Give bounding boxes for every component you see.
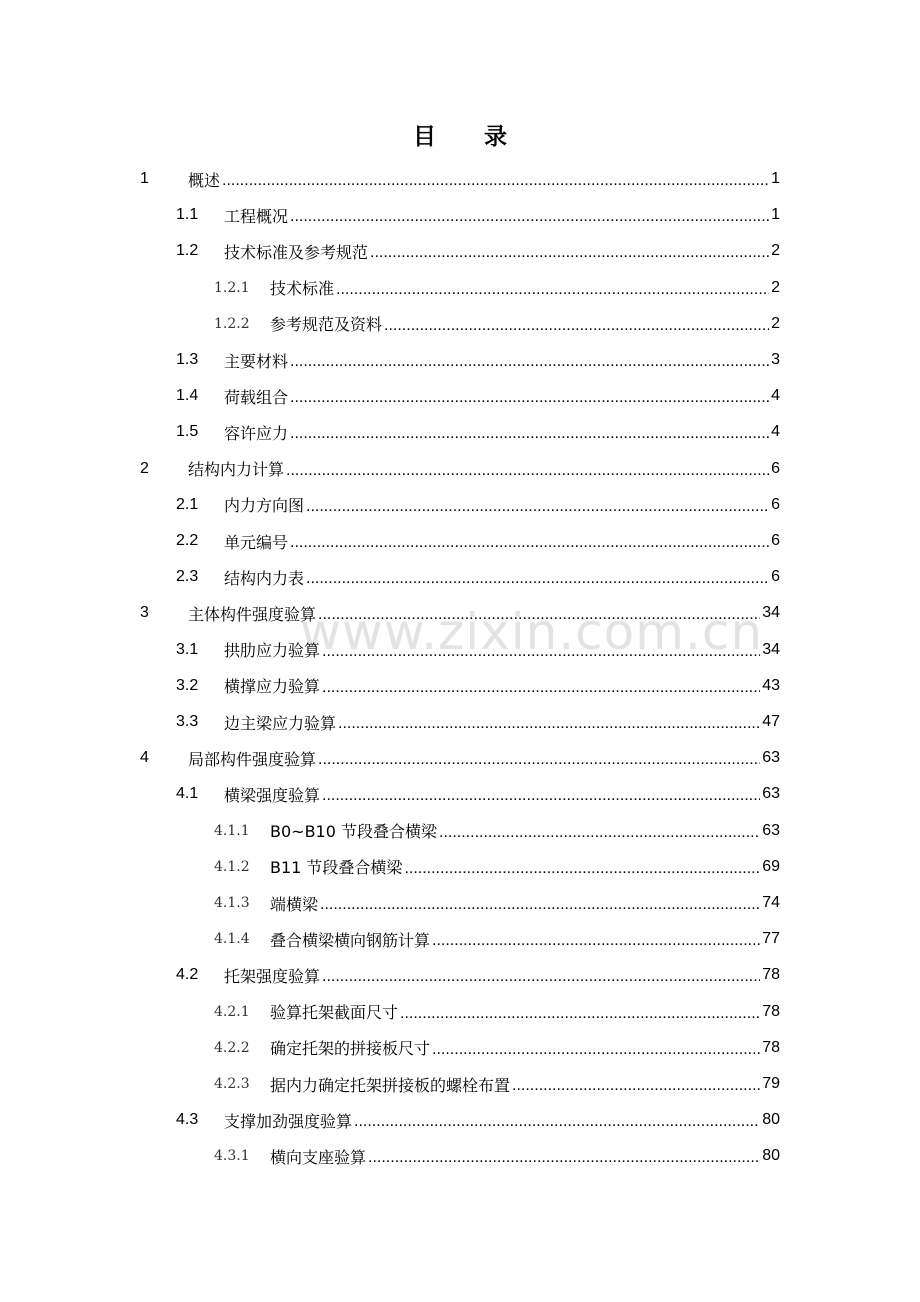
toc-leader-dots: [336, 281, 769, 299]
toc-entry[interactable]: [176, 633, 780, 667]
toc-entry-page: 78: [762, 1002, 780, 1020]
toc-entry-title: 主要材料: [224, 351, 289, 371]
toc-entry-page: 6: [771, 459, 780, 477]
toc-entry-number: 2.3: [176, 568, 199, 586]
toc-leader-dots: [432, 1041, 760, 1059]
toc-entry[interactable]: [140, 452, 780, 486]
toc-entry-number: 3: [140, 604, 149, 622]
toc-entry-number: 4.1.3: [214, 895, 250, 911]
toc-leader-dots: [306, 570, 769, 588]
toc-entry-page: 2: [771, 314, 780, 332]
toc-leader-dots: [318, 606, 760, 624]
title-char-2: 录: [484, 124, 507, 150]
toc-entry-title: B0~B10 节段叠合横梁: [270, 822, 437, 842]
toc-leader-dots: [290, 425, 769, 443]
toc-entry-title: 容许应力: [224, 423, 289, 443]
toc-entry[interactable]: [176, 705, 780, 739]
toc-entry-title: 技术标准: [270, 279, 335, 299]
toc-leader-dots: [368, 1149, 760, 1167]
toc-leader-dots: [290, 389, 769, 407]
toc-entry[interactable]: [176, 198, 780, 232]
toc-entry-number: 1.2.2: [214, 315, 250, 332]
toc-leader-dots: [404, 860, 760, 878]
toc-entry-number: 1.1: [176, 206, 199, 224]
toc-entry-page: 47: [762, 713, 780, 730]
toc-entry-number: 2: [140, 459, 149, 477]
toc-entry[interactable]: [214, 1067, 780, 1101]
toc-entry[interactable]: [176, 1103, 780, 1137]
toc-entry-page: 79: [762, 1075, 780, 1092]
toc-entry-page: 1: [771, 170, 780, 187]
toc-entry-number: 2.2: [176, 532, 199, 549]
toc-entry-title: 验算托架截面尺寸: [270, 1003, 399, 1023]
toc-entry[interactable]: [176, 524, 780, 558]
toc-entry-title: 横向支座验算: [270, 1147, 367, 1167]
toc-entry-number: 1.2: [176, 242, 199, 260]
toc-entry-number: 1: [140, 170, 149, 187]
toc-entry-page: 3: [771, 351, 780, 368]
toc-entry-title: B11 节段叠合横梁: [270, 858, 403, 878]
toc-entry-title: 荷载组合: [224, 387, 289, 407]
toc-leader-dots: [432, 932, 760, 950]
toc-entry-page: 6: [771, 495, 780, 513]
toc-entry-number: 2.1: [176, 495, 199, 513]
toc-entry-number: 4.2.3: [214, 1076, 250, 1092]
toc-entry[interactable]: [176, 958, 780, 992]
toc-entry[interactable]: [214, 850, 780, 884]
toc-entry-title: 单元编号: [224, 532, 289, 552]
toc-entry[interactable]: [140, 596, 780, 630]
toc-entry-number: 4.1.2: [214, 858, 250, 875]
toc-entry-page: 1: [771, 206, 780, 224]
page-title: [0, 118, 920, 151]
toc-entry[interactable]: [214, 922, 780, 956]
toc-entry-number: 4.3: [176, 1111, 199, 1129]
toc-entry[interactable]: [214, 1139, 780, 1173]
toc-entry-number: 4.2: [176, 966, 199, 984]
toc-entry-number: 4.2.2: [214, 1039, 250, 1056]
toc-entry-page: 74: [762, 894, 780, 911]
toc-entry-title: 局部构件强度验算: [188, 749, 317, 769]
toc-leader-dots: [322, 643, 760, 661]
toc-entry-title: 叠合横梁横向钢筋计算: [270, 930, 431, 950]
toc-entry-page: 2: [771, 278, 780, 296]
toc-leader-dots: [290, 353, 769, 371]
toc-leader-dots: [322, 968, 760, 986]
toc-entry[interactable]: [140, 741, 780, 775]
toc-entry-number: 1.2.1: [214, 279, 250, 296]
toc-leader-dots: [354, 1113, 760, 1131]
toc-entry-page: 77: [762, 930, 780, 948]
toc-entry-title: 拱肋应力验算: [224, 641, 321, 661]
toc-entry-number: 3.3: [176, 713, 199, 730]
toc-entry-number: 1.3: [176, 351, 199, 368]
toc-entry-title: 参考规范及资料: [270, 315, 383, 335]
toc-entry-page: 6: [771, 532, 780, 549]
toc-leader-dots: [512, 1077, 760, 1095]
toc-entry[interactable]: [176, 343, 780, 377]
toc-entry-number: 1.5: [176, 423, 199, 441]
toc-entry-title: 横撑应力验算: [224, 677, 321, 697]
toc-leader-dots: [338, 715, 760, 733]
toc-leader-dots: [290, 534, 769, 552]
toc-entry-page: 78: [762, 966, 780, 984]
toc-entry-number: 4: [140, 749, 149, 767]
title-char-1: 目: [413, 124, 436, 150]
toc-entry-page: 63: [762, 749, 780, 767]
toc-entry[interactable]: [176, 415, 780, 449]
toc-entry-title: 据内力确定托架拼接板的螺栓布置: [270, 1075, 511, 1095]
toc-entry[interactable]: [214, 1031, 780, 1065]
toc-entry-title: 内力方向图: [224, 496, 305, 516]
toc-entry-number: 3.2: [176, 676, 199, 694]
toc-entry[interactable]: [214, 271, 780, 305]
toc-leader-dots: [318, 751, 760, 769]
toc-entry-title: 主体构件强度验算: [188, 604, 317, 624]
toc-entry-title: 端横梁: [270, 894, 319, 914]
toc-entry-page: 80: [762, 1147, 780, 1165]
toc-entry[interactable]: [214, 307, 780, 341]
toc-leader-dots: [322, 787, 760, 805]
toc-entry-page: 34: [762, 640, 780, 658]
toc-entry[interactable]: [176, 379, 780, 413]
toc-entry-page: 78: [762, 1038, 780, 1056]
toc-leader-dots: [286, 462, 769, 480]
toc-entry[interactable]: [214, 886, 780, 920]
toc-entry[interactable]: [176, 669, 780, 703]
toc-entry-title: 结构内力计算: [188, 460, 285, 480]
toc-entry-number: 4.1: [176, 785, 199, 803]
toc-entry-title: 技术标准及参考规范: [224, 242, 369, 262]
toc-leader-dots: [322, 679, 760, 697]
toc-entry-page: 4: [771, 387, 780, 405]
toc-entry-title: 结构内力表: [224, 568, 305, 588]
toc-entry-title: 横梁强度验算: [224, 785, 321, 805]
toc-entry[interactable]: [214, 995, 780, 1029]
toc-entry-page: 43: [762, 676, 780, 694]
toc-leader-dots: [320, 896, 760, 914]
toc-entry-number: 3.1: [176, 640, 199, 658]
toc-entry-title: 概述: [188, 170, 221, 190]
toc-entry[interactable]: [176, 777, 780, 811]
toc-leader-dots: [439, 824, 760, 842]
toc-entry-page: 2: [771, 242, 780, 260]
toc-entry-page: 69: [762, 857, 780, 875]
toc-entry[interactable]: [176, 488, 780, 522]
toc-leader-dots: [370, 244, 769, 262]
toc-entry-title: 支撑加劲强度验算: [224, 1111, 353, 1131]
toc-leader-dots: [222, 172, 769, 190]
toc-entry-page: 63: [762, 821, 780, 839]
toc-entry-number: 4.3.1: [214, 1148, 250, 1165]
toc-entry-title: 确定托架的拼接板尺寸: [270, 1039, 431, 1059]
toc-entry-page: 63: [762, 785, 780, 803]
toc-leader-dots: [384, 317, 769, 335]
toc-entry[interactable]: [176, 234, 780, 268]
toc-entry-title: 工程概况: [224, 206, 289, 226]
toc-entry-number: 4.2.1: [214, 1003, 250, 1020]
toc-entry-page: 34: [762, 604, 780, 622]
toc-entry-number: 1.4: [176, 387, 199, 405]
toc-leader-dots: [306, 498, 769, 516]
toc-entry-page: 6: [771, 568, 780, 586]
toc-leader-dots: [290, 208, 769, 226]
toc-entry-page: 4: [771, 423, 780, 441]
toc-entry-page: 80: [762, 1111, 780, 1129]
watermark: www.zixin.com.cn: [300, 603, 764, 661]
toc-leader-dots: [400, 1005, 760, 1023]
toc-entry-number: 4.1.1: [214, 822, 250, 839]
toc-entry[interactable]: [214, 814, 780, 848]
toc-entry-number: 4.1.4: [214, 931, 250, 948]
toc-entry[interactable]: [140, 162, 780, 196]
toc-entry-title: 边主梁应力验算: [224, 713, 337, 733]
toc-entry[interactable]: [176, 560, 780, 594]
toc-entry-title: 托架强度验算: [224, 966, 321, 986]
